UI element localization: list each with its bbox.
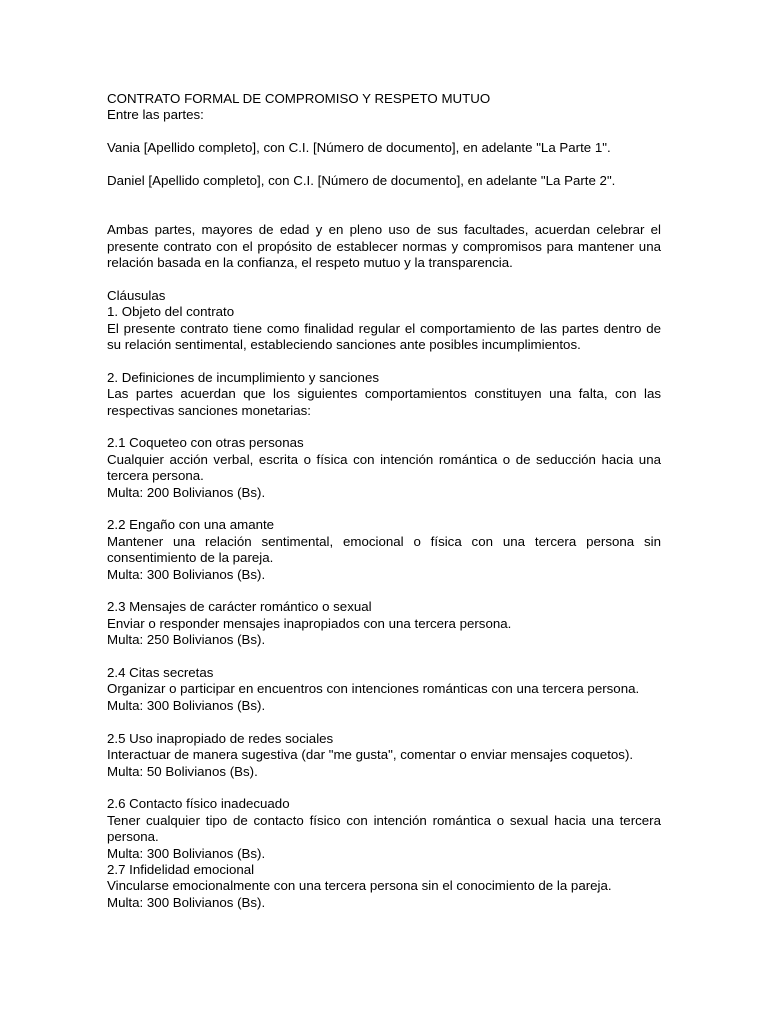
item-fine: Multa: 300 Bolivianos (Bs). bbox=[107, 845, 266, 861]
item-text: Tener cualquier tipo de contacto físico con intención romántica o sexual hacia una tercera persona. bbox=[107, 812, 661, 845]
clause-heading: 2. Definiciones de incumplimiento y sanciones bbox=[107, 369, 379, 385]
item-heading: 2.2 Engaño con una amante bbox=[107, 517, 275, 533]
clause-text: Las partes acuerdan que los siguientes comportamientos constituyen una falta, con las respectivas sanciones monetarias: bbox=[107, 386, 661, 418]
item-fine: Multa: 50 Bolivianos (Bs). bbox=[107, 763, 258, 779]
item-heading: 2.5 Uso inapropiado de redes sociales bbox=[107, 730, 334, 746]
document-title: CONTRATO FORMAL DE COMPROMISO Y RESPETO MUTUO bbox=[107, 91, 491, 106]
party-1: Vania [Apellido completo], con C.I. [Número de documento], en adelante "La Parte 1". bbox=[107, 140, 611, 156]
clause-text: El presente contrato tiene como finalidad regular el comportamiento de las partes dentro de su relación sentimental, estableciendo sanciones ante posibles incumplimientos. bbox=[107, 320, 661, 353]
item-heading: 2.4 Citas secretas bbox=[107, 665, 214, 681]
item-fine: Multa: 300 Bolivianos (Bs). bbox=[107, 566, 266, 582]
clause-heading: 1. Objeto del contrato bbox=[107, 304, 235, 320]
item-text: Mantener una relación sentimental, emocional o física con una tercera persona sin consentimiento de la pareja. bbox=[107, 533, 661, 566]
item-fine: Multa: 300 Bolivianos (Bs). bbox=[107, 894, 266, 910]
item-text: Cualquier acción verbal, escrita o física con intención romántica o de seducción hacia una tercera persona. bbox=[107, 451, 661, 484]
item-text: Organizar o participar en encuentros con intenciones románticas con una tercera persona. bbox=[107, 681, 640, 697]
item-fine: Multa: 200 Bolivianos (Bs). bbox=[107, 484, 266, 500]
document-page bbox=[107, 91, 661, 911]
item-heading: 2.3 Mensajes de carácter romántico o sexual bbox=[107, 599, 372, 615]
item-fine: Multa: 300 Bolivianos (Bs). bbox=[107, 697, 266, 713]
party-2: Daniel [Apellido completo], con C.I. [Número de documento], en adelante "La Parte 2". bbox=[107, 173, 616, 188]
item-text: Interactuar de manera sugestiva (dar "me gusta", comentar o enviar mensajes coquetos). bbox=[107, 747, 634, 763]
item-heading: 2.1 Coqueteo con otras personas bbox=[107, 435, 304, 451]
item-text: Enviar o responder mensajes inapropiados con una tercera persona. bbox=[107, 615, 512, 631]
clauses-heading: Cláusulas bbox=[107, 287, 166, 303]
item-heading: 2.6 Contacto físico inadecuado bbox=[107, 796, 290, 812]
preamble: Ambas partes, mayores de edad y en pleno uso de sus facultades, acuerdan celebrar el presente contrato con el propósito de establecer normas y compromisos para mantener una relación basada en la confianza, el respeto mutuo y la transparencia. bbox=[107, 222, 661, 271]
parties-intro: Entre las partes: bbox=[107, 107, 204, 123]
item-heading: 2.7 Infidelidad emocional bbox=[107, 861, 255, 877]
item-fine: Multa: 250 Bolivianos (Bs). bbox=[107, 632, 266, 648]
item-text: Vincularse emocionalmente con una tercera persona sin el conocimiento de la pareja. bbox=[107, 878, 612, 894]
